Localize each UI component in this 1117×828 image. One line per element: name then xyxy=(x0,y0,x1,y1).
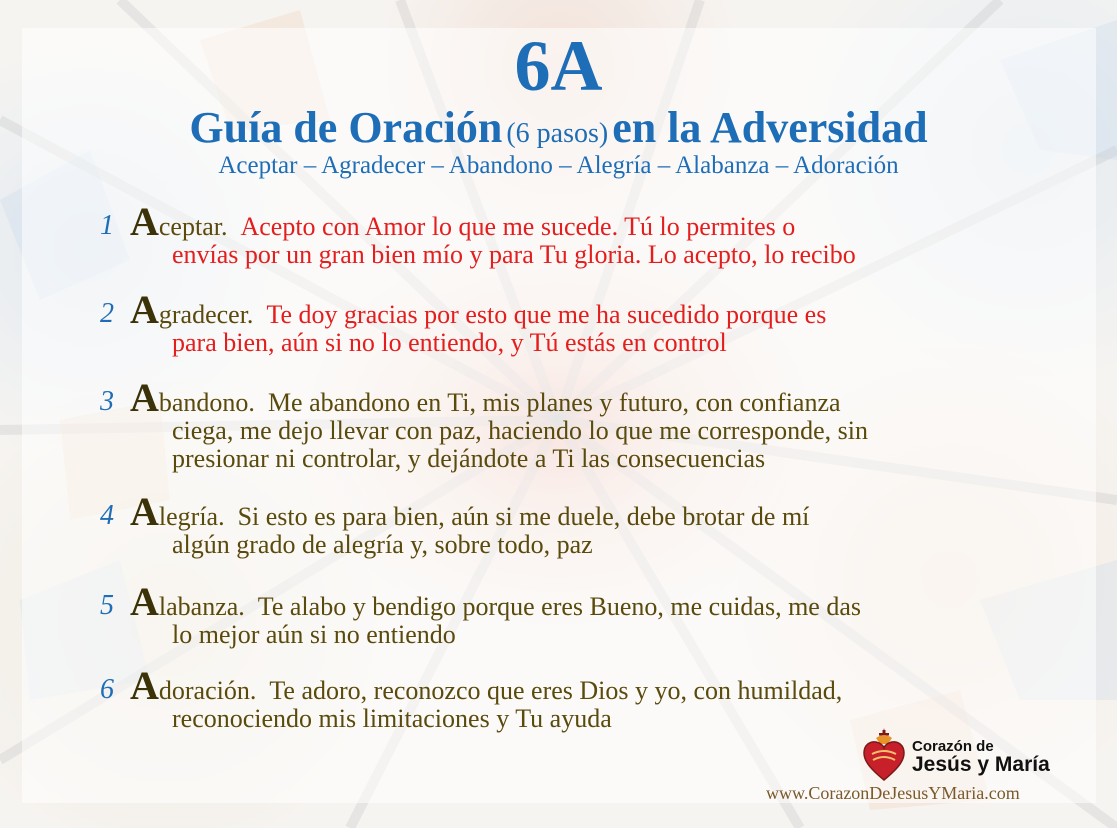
step-first-line xyxy=(130,489,1060,534)
prayer-step xyxy=(100,375,1060,473)
step-number: 2 xyxy=(100,298,114,329)
title-part2: (6 pasos) xyxy=(506,118,609,149)
step-number: 1 xyxy=(100,210,114,241)
step-initial: A xyxy=(130,287,159,332)
title-part3: en la Adversidad xyxy=(612,103,928,152)
logo-line1: Corazón de xyxy=(912,738,994,755)
guide-number: 6A xyxy=(514,26,603,106)
prayer-step xyxy=(100,199,1060,269)
step-initial: A xyxy=(130,375,159,420)
step-number: 5 xyxy=(100,590,114,621)
prayer-step xyxy=(100,287,1060,357)
prayer-step xyxy=(100,579,1060,649)
step-text-text-line2: lo mejor aún si no entiendo xyxy=(172,620,456,649)
step-initial: A xyxy=(130,489,159,534)
step-text-line1: Acepto con Amor lo que me sucede. Tú lo permites o xyxy=(240,212,796,241)
subtitle: Aceptar – Agradecer – Abandono – Alegría – Alabanza – Adoración xyxy=(218,152,899,179)
step-word: labanza. xyxy=(158,592,245,621)
step-initial: A xyxy=(130,663,159,708)
step-first-line xyxy=(130,199,1060,244)
step-first-line xyxy=(130,663,1060,708)
step-text-line1: Si esto es para bien, aún si me duele, debe brotar de mí xyxy=(237,502,810,531)
prayer-step xyxy=(100,663,1060,733)
step-initial: A xyxy=(130,579,159,624)
step-number: 3 xyxy=(100,386,114,417)
step-text-line1: Me abandono en Ti, mis planes y futuro, con confianza xyxy=(267,388,841,417)
step-word: gradecer. xyxy=(158,300,254,329)
step-initial: A xyxy=(130,199,159,244)
title-part1: Guía de Oración xyxy=(189,103,503,152)
step-word: doración. xyxy=(158,676,257,705)
step-number: 6 xyxy=(100,674,114,705)
brand-logo xyxy=(862,726,1072,786)
logo-line2: Jesús y María xyxy=(912,753,1050,776)
step-text-text-line3: presionar ni controlar, y dejándote a Ti las consecuencias xyxy=(172,444,766,473)
step-first-line xyxy=(130,287,1060,332)
prayer-step xyxy=(100,489,1060,559)
step-first-line xyxy=(130,375,1060,420)
sacred-heart-icon xyxy=(862,726,906,782)
step-text-line1: Te alabo y bendigo porque eres Bueno, me cuidas, me das xyxy=(257,592,861,621)
website-url: www.CorazonDeJesusYMaria.com xyxy=(766,783,1020,803)
step-word: bandono. xyxy=(158,388,255,417)
step-first-line xyxy=(130,579,1060,624)
step-word: ceptar. xyxy=(158,212,228,241)
step-text-text-line2: ciega, me dejo llevar con paz, haciendo lo que me corresponde, sin xyxy=(172,416,868,445)
step-text-text-line2: reconociendo mis limitaciones y Tu ayuda xyxy=(172,704,612,733)
step-text-text-line2: para bien, aún si no lo entiendo, y Tú estás en control xyxy=(172,328,727,357)
step-text-line1: Te adoro, reconozco que eres Dios y yo, con humildad, xyxy=(269,676,843,705)
step-text-text-line2: envías por un gran bien mío y para Tu gloria. Lo acepto, lo recibo xyxy=(172,240,856,269)
step-text-line1: Te doy gracias por esto que me ha sucedido porque es xyxy=(266,300,827,329)
step-text-text-line2: algún grado de alegría y, sobre todo, paz xyxy=(172,530,593,559)
step-number: 4 xyxy=(100,500,114,531)
step-word: legría. xyxy=(158,502,225,531)
page-title xyxy=(0,103,1117,152)
